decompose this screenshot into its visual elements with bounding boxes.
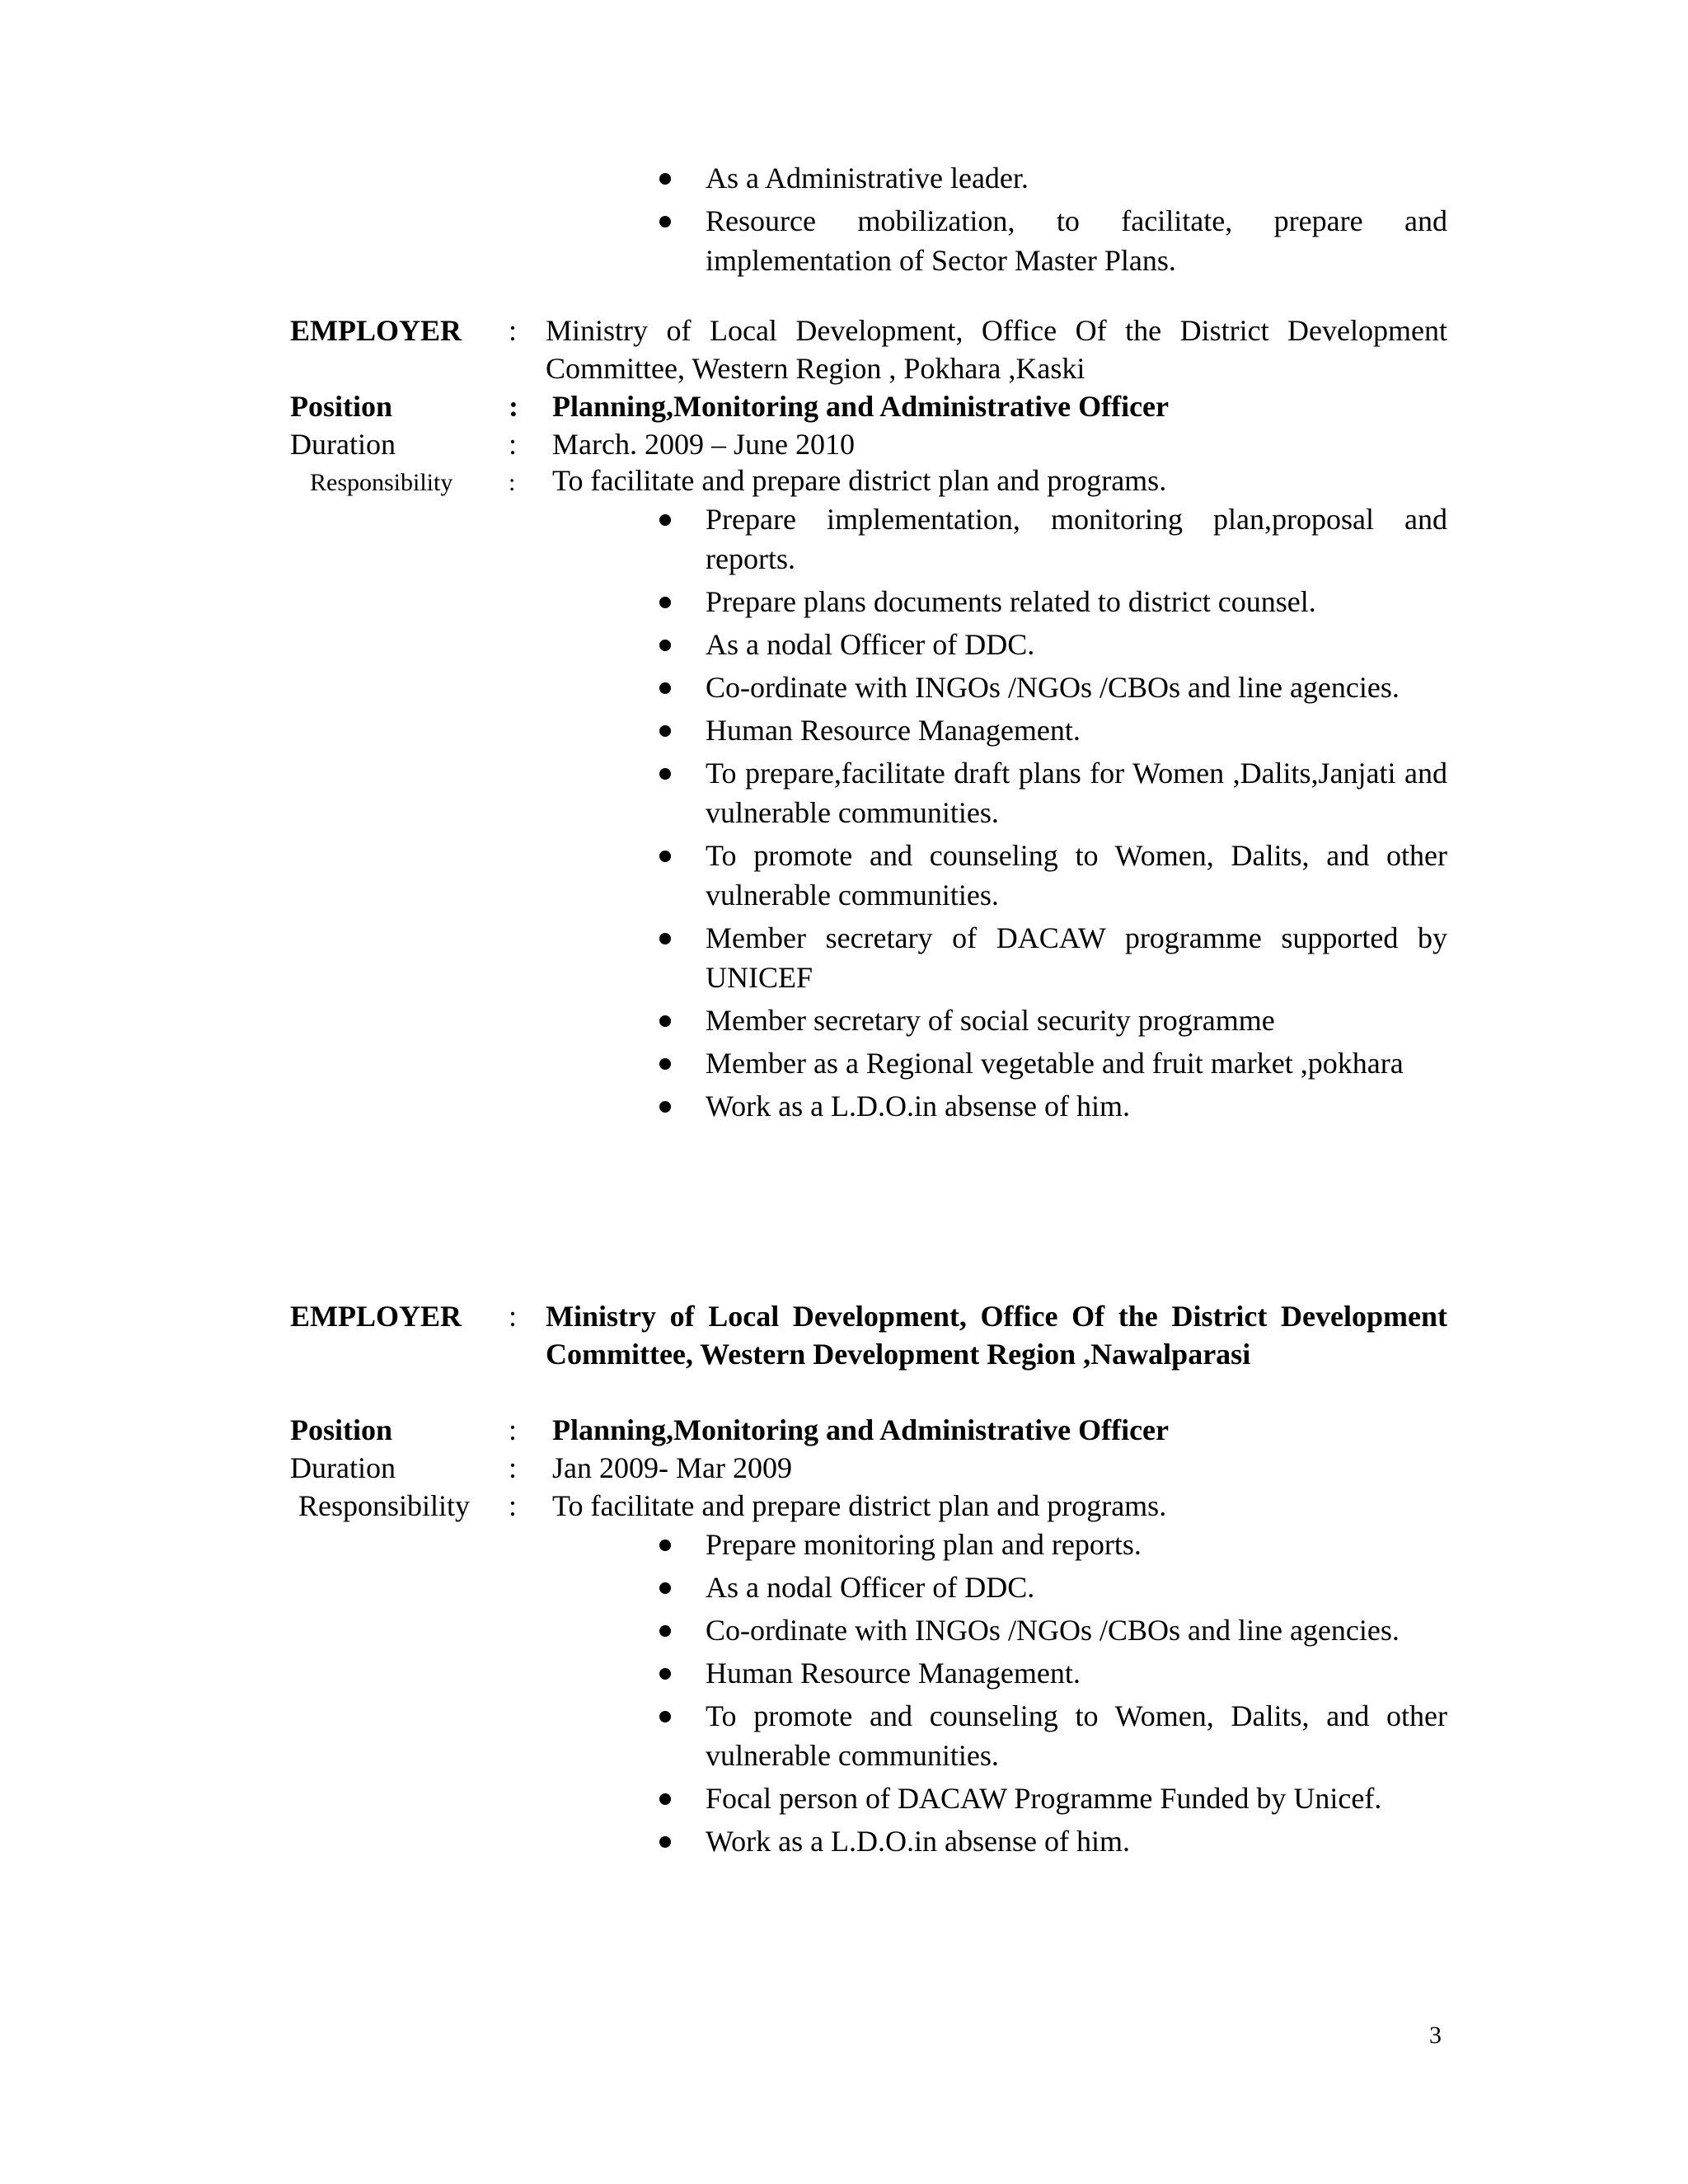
list-item	[659, 668, 1447, 707]
bullet-icon	[659, 1836, 671, 1848]
list-item	[659, 201, 1447, 280]
bullet-icon	[659, 1101, 671, 1113]
position-label: Position	[290, 390, 393, 423]
list-item	[659, 582, 1447, 621]
list-item	[659, 1043, 1447, 1083]
responsibility-label: Responsibility	[310, 469, 453, 496]
bullet-icon	[659, 1582, 671, 1594]
list-item	[659, 1821, 1447, 1861]
list-item	[659, 753, 1447, 832]
duration-label: Duration	[290, 1451, 396, 1484]
bullet-text: Work as a L.D.O.in absense of him.	[706, 1825, 1130, 1858]
list-item	[659, 499, 1447, 579]
list-item	[659, 710, 1447, 750]
duration-value: Jan 2009- Mar 2009	[552, 1451, 792, 1484]
bullet-icon	[659, 1058, 671, 1070]
bullet-icon	[659, 640, 671, 651]
colon: :	[509, 428, 518, 461]
responsibility-list	[659, 499, 1447, 1129]
colon: :	[509, 1413, 518, 1446]
bullet-icon	[659, 933, 671, 944]
bullet-text: Co-ordinate with INGOs /NGOs /CBOs and line agencies.	[706, 671, 1400, 704]
duration-value: March. 2009 – June 2010	[552, 428, 855, 461]
bullet-icon	[659, 768, 671, 780]
bullet-text: As a nodal Officer of DDC.	[706, 1571, 1035, 1604]
colon: :	[509, 1451, 518, 1484]
colon: :	[509, 314, 518, 347]
list-item	[659, 1779, 1447, 1818]
bullet-text: As a Administrative leader.	[706, 162, 1029, 194]
bullet-text: Prepare monitoring plan and reports.	[706, 1528, 1142, 1561]
employer-name: Ministry of Local Development, Office Of the District Development Committee, Western Development Region ,Nawalparasi	[546, 1300, 1447, 1371]
bullet-text: Human Resource Management.	[706, 714, 1081, 747]
bullet-icon	[659, 1711, 671, 1722]
list-item	[659, 1568, 1447, 1607]
list-item	[659, 158, 1447, 198]
colon: :	[509, 469, 516, 496]
bullet-icon	[659, 1540, 671, 1551]
list-item	[659, 1610, 1447, 1650]
bullet-text: Human Resource Management.	[706, 1657, 1081, 1690]
bullet-text: To prepare,facilitate draft plans for Women ,Dalits,Janjati and vulnerable communities.	[706, 757, 1447, 829]
bullet-icon	[659, 1668, 671, 1680]
bullet-icon	[659, 682, 671, 694]
bullet-icon	[659, 1625, 671, 1637]
bullet-text: Prepare plans documents related to district counsel.	[706, 585, 1316, 618]
colon: :	[509, 1489, 518, 1522]
page-number: 3	[1429, 2022, 1442, 2049]
bullet-icon	[659, 173, 671, 185]
bullet-icon	[659, 597, 671, 608]
responsibility-list	[659, 1525, 1447, 1864]
responsibility-summary: To facilitate and prepare district plan and programs.	[552, 1489, 1167, 1522]
employer-label: EMPLOYER	[290, 1300, 462, 1333]
bullet-text: Co-ordinate with INGOs /NGOs /CBOs and line agencies.	[706, 1614, 1400, 1647]
position-title: Planning,Monitoring and Administrative Officer	[552, 1413, 1170, 1446]
bullet-text: To promote and counseling to Women, Dalits, and other vulnerable communities.	[706, 1699, 1447, 1772]
responsibility-label: Responsibility	[298, 1489, 471, 1522]
list-item	[659, 836, 1447, 915]
list-item	[659, 1525, 1447, 1564]
list-item	[659, 1001, 1447, 1040]
bullet-icon	[659, 851, 671, 862]
responsibility-summary: To facilitate and prepare district plan and programs.	[552, 464, 1167, 497]
duration-label: Duration	[290, 428, 396, 461]
bullet-icon	[659, 725, 671, 737]
bullet-icon	[659, 1015, 671, 1027]
list-item	[659, 1086, 1447, 1126]
bullet-text: Member secretary of DACAW programme supported by UNICEF	[706, 921, 1447, 994]
bullet-text: As a nodal Officer of DDC.	[706, 628, 1035, 661]
employer-label: EMPLOYER	[290, 314, 462, 347]
bullet-text: Focal person of DACAW Programme Funded by Unicef.	[706, 1782, 1382, 1815]
list-item	[659, 1696, 1447, 1775]
position-title: Planning,Monitoring and Administrative Officer	[552, 390, 1170, 423]
position-label: Position	[290, 1413, 393, 1446]
bullet-text: Member secretary of social security programme	[706, 1004, 1275, 1037]
bullet-icon	[659, 514, 671, 526]
bullet-text: Prepare implementation, monitoring plan,proposal and reports.	[706, 503, 1447, 575]
list-item	[659, 625, 1447, 664]
bullet-text: Work as a L.D.O.in absense of him.	[706, 1090, 1130, 1122]
bullet-text: To promote and counseling to Women, Dalits, and other vulnerable communities.	[706, 839, 1447, 912]
bullet-text: Member as a Regional vegetable and fruit market ,pokhara	[706, 1047, 1404, 1080]
list-item	[659, 918, 1447, 997]
bullet-icon	[659, 216, 671, 227]
bullet-text: Resource mobilization, to facilitate, prepare and implementation of Sector Master Plans.	[706, 204, 1447, 277]
bullet-icon	[659, 1793, 671, 1805]
employer-name: Ministry of Local Development, Office Of the District Development Committee, Western Region , Pokhara ,Kaski	[546, 314, 1447, 385]
colon: :	[509, 1300, 518, 1333]
continued-responsibility-list	[659, 158, 1447, 284]
list-item	[659, 1653, 1447, 1693]
colon: :	[509, 390, 518, 423]
